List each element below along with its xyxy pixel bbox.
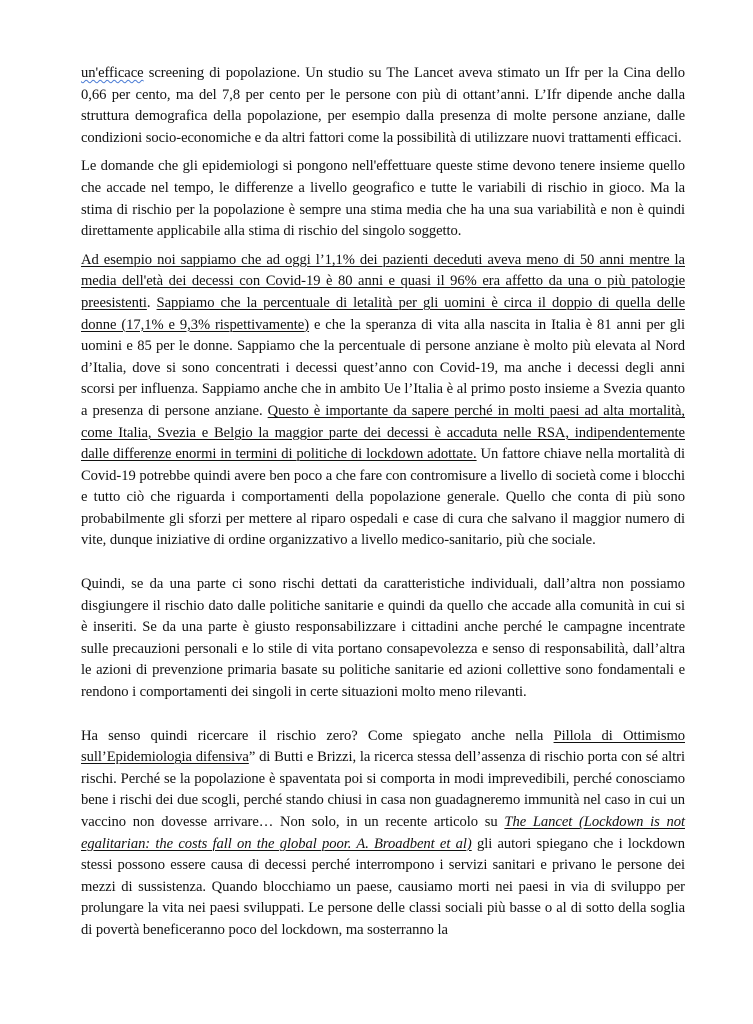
paragraph-zero-risk bbox=[81, 726, 685, 942]
text-run: screening di popolazione. Un studio su The Lancet aveva stimato un Ifr per la Cina dello 0,66 per cento, ma del 7,8 per cento per le persone con più di ottant’anni. L’Ifr dipende anche dalla struttura demografica della popolazione, per esempio dalla presenza di molte persone anziane, dalle condizioni socio-economiche e da altri fattori come la possibilità di utilizzare nuovi trattamenti efficaci. bbox=[81, 65, 685, 146]
paragraph-individual-vs-collective-risk bbox=[81, 574, 685, 704]
text-run: Un fattore chiave nella mortalità di Covid-19 potrebbe quindi avere ben poco a che fare con contromisure a livello di società come i blocchi e tutto ciò che riguarda i comportamenti della popolazione generale. Quello che conta di più sono probabilmente gli sforzi per mettere al riparo ospedali e case di cura che salvano il maggior numero di vite, dunque iniziative di ordine organizzativo a livello medico-sanitario, più che sociale. bbox=[81, 446, 686, 549]
paragraph-epidemiologist-questions bbox=[81, 156, 685, 242]
link-the-lancet-article[interactable]: The Lancet (Lockdown is not egalitarian: the costs fall on the global poor. A. Broadbent et al) bbox=[81, 814, 685, 852]
text-run: e che la speranza di vita alla nascita in Italia è 81 anni per gli uomini e 85 per le donne. Sappiamo che la percentuale di persone anziane è molto più elevata al Nord d’Italia, dove si sono concentrati i decessi quest’anno con Covid-19, ma anche i decessi degli anni scorsi per influenza. Sappiamo anche che in ambito Ue l’Italia è al primo posto insieme a Svezia quanto a presenza di persone anziane. bbox=[81, 316, 685, 419]
underlined-text-age-statistics: Ad esempio noi sappiamo che ad oggi l’1,1% dei pazienti deceduti aveva meno di 50 anni mentre la media dell'età dei decessi con Covid-19 è 80 anni e quasi il 96% era affetto da una o più patologie preesistenti bbox=[81, 251, 685, 311]
spellcheck-flagged-word[interactable]: un'efficace bbox=[81, 65, 144, 81]
underlined-text-rsa-deaths: Questo è importante da sapere perché in molti paesi ad alta mortalità, come Italia, Svezia e Belgio la maggior parte dei decessi è accaduta nelle RSA, indipendentemente dalle differenze enormi in termini di politiche di lockdown adottate. bbox=[81, 402, 686, 463]
paragraph-mortality-facts bbox=[81, 250, 685, 552]
link-pillola-di-ottimismo[interactable]: Pillola di Ottimismo sull’Epidemiologia difensiva bbox=[81, 727, 685, 766]
text-run: Quindi, se da una parte ci sono rischi dettati da caratteristiche individuali, dall’altra non possiamo disgiungere il rischio dato dalle politiche sanitarie e quindi da quello che accade alla comunità in cui si è inseriti. Se da una parte è giusto responsabilizzare i cittadini anche perché le campagne incentrate sulle precauzioni personali e lo stile di vita portano consapevolezza e senso di responsabilità, dall’altra le azioni di prevenzione primaria basate su politiche sanitarie ed azioni collettive sono fondamentali e rendono i comportamenti dei singoli in certe situazioni molto meno rilevanti. bbox=[81, 576, 685, 701]
text-run: . bbox=[146, 294, 157, 311]
text-run: Le domande che gli epidemiologi si pongono nell'effettuare queste stime devono tenere insieme quello che accade nel tempo, le differenze a livello geografico e tutte le variabili di rischio in gioco. Ma la stima di rischio per la popolazione è sempre una stima media che ha una sua variabilità e non è quindi direttamente applicabile alla stima di rischio del singolo soggetto. bbox=[81, 158, 685, 240]
text-run: Ha senso quindi ricercare il rischio zero? Come spiegato anche nella bbox=[81, 727, 554, 744]
document-page bbox=[81, 63, 685, 949]
paragraph-ifr-estimates bbox=[81, 63, 685, 149]
underlined-text-lethality-by-sex: Sappiamo che la percentuale di letalità per gli uomini è circa il doppio di quella delle donne (17,1% e 9,3% rispettivamente) bbox=[81, 294, 685, 333]
text-run: ” di Butti e Brizzi, la ricerca stessa dell’assenza di rischio porta con sé altri rischi. Perché se la popolazione è spaventata poi si comporta in modi imprevedibili, perché conosciamo bene i rischi dei due scogli, perché stando chiusi in casa non guadagneremo immunità nel caso in cui un vaccino non dovesse arrivare… Non solo, in un recente articolo su bbox=[81, 749, 685, 830]
text-run: gli autori spiegano che i lockdown stessi possono essere causa di decessi perché interrompono i servizi sanitari e privano le persone dei mezzi di sussistenza. Quando blocchiamo un paese, causiamo morti nei paesi in via di sviluppo per prolungare la vita nei paesi sviluppati. Le persone delle classi sociali più basse o al di sotto della soglia di povertà beneficeranno poco del lockdown, ma sosterranno la bbox=[81, 835, 685, 938]
